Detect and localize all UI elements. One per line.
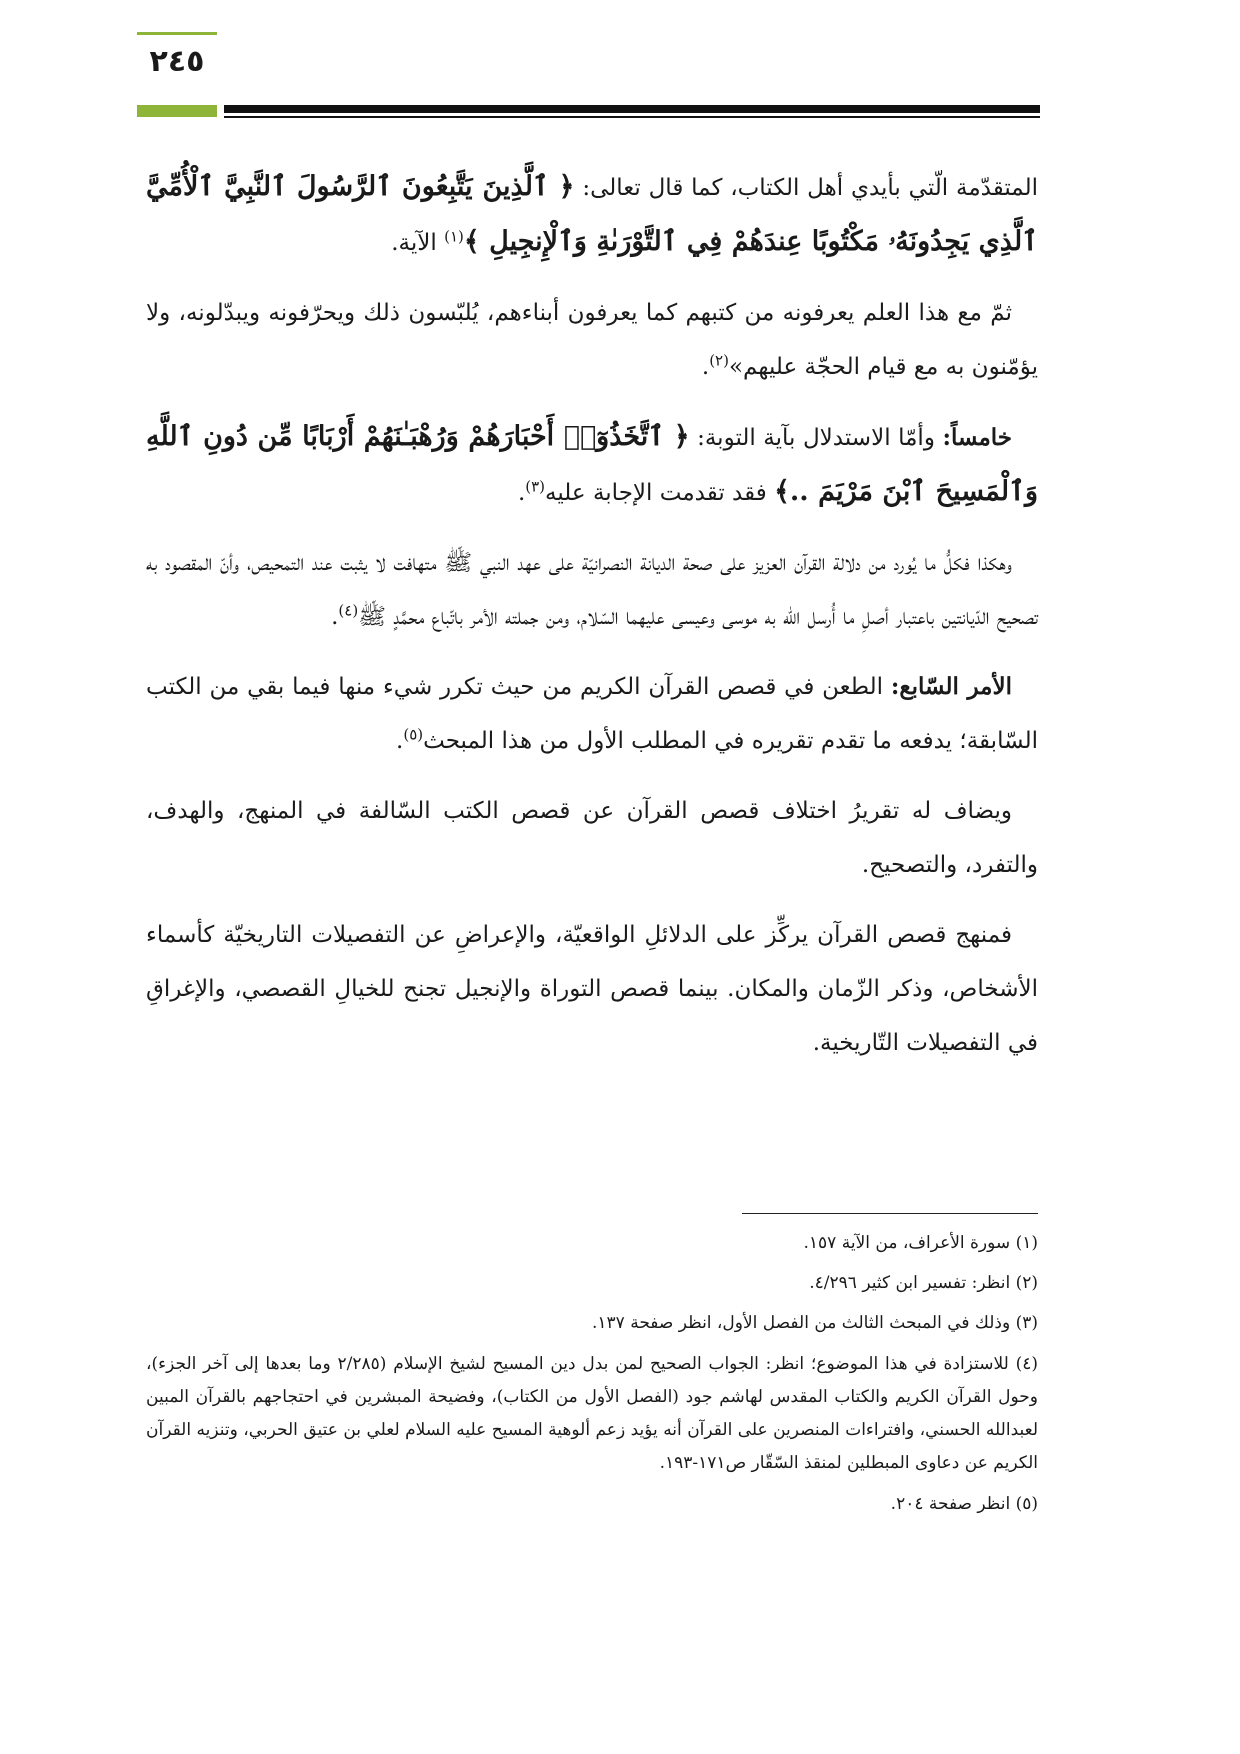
page-number: ٢٤٥: [149, 44, 205, 79]
paragraph-1-text: المتقدّمة الّتي بأيدي أهل الكتاب، كما قال تعالى:: [574, 175, 1039, 201]
paragraph-2-tail: .: [701, 354, 710, 380]
paragraph-4: [146, 536, 1038, 644]
header-rule-thin: [224, 116, 1040, 118]
paragraph-5-lead: الأمر السّابع:: [890, 673, 1012, 700]
paragraph-3-end: .: [517, 480, 526, 506]
paragraph-5: [146, 660, 1038, 768]
paragraph-5-tail: .: [396, 728, 404, 754]
paragraph-7-text: فمنهج قصص القرآن يركِّز على الدلائلِ الواقعيّة، والإعراضِ عن التفصيلات التاريخيّة كأسماء الأشخاص، وذكر الزّمان والمكان. بينما قصص التوراة والإنجيل تجنح للخيالِ القصصي، والإغراقِ في التفصيلات التّاريخية.: [146, 922, 1038, 1056]
paragraph-3-tail: فقد تقدمت الإجابة عليه: [545, 480, 775, 506]
footnote-ref-3[interactable]: (٣): [525, 477, 546, 496]
footnote-2: (٢) انظر: تفسير ابن كثير ٤/٢٩٦.: [809, 1273, 1038, 1293]
body-text: [146, 160, 1038, 1086]
paragraph-1: [146, 160, 1038, 270]
footnote-ref-5[interactable]: (٥): [403, 725, 424, 744]
paragraph-2: [146, 286, 1038, 394]
paragraph-5-text: الطعن في قصص القرآن الكريم من حيث تكرر شيء منها فيما بقي من الكتب السّابقة؛ يدفعه ما تقدم تقريره في المطلب الأول من هذا المبحث: [146, 674, 1038, 754]
footnote-5: (٥) انظر صفحة ٢٠٤.: [890, 1494, 1038, 1514]
paragraph-3-text: وأمّا الاستدلال بآية التوبة:: [689, 425, 943, 451]
footnote-ref-2[interactable]: (٢): [709, 351, 729, 370]
paragraph-1-tail: الآية.: [391, 230, 445, 256]
paragraph-4-tail: .: [331, 604, 339, 630]
footnote-ref-4[interactable]: (٤): [338, 601, 359, 620]
footnote-1: (١) سورة الأعراف، من الآية ١٥٧.: [803, 1233, 1038, 1253]
footnote-ref-1[interactable]: (١): [444, 227, 464, 246]
paragraph-3: [146, 410, 1038, 520]
paragraph-3-lead: خامساً:: [942, 424, 1013, 451]
paragraph-7: [146, 908, 1038, 1070]
footnote-4: (٤) للاستزادة في هذا الموضوع؛ انظر: الجواب الصحيح لمن بدل دين المسيح لشيخ الإسلام (٢/٢٨٥ وما بعدها إلى آخر الجزء)، وحول القرآن الكريم والكتاب المقدس لهاشم جود (الفصل الأول من الكتاب)، وفضيحة المبشرين في احتجاجهم بالقرآن المبين لعبدالله الحسني، وافتراءات المنصرين على القرآن أنه يؤيد زعم ألوهية المسيح عليه السلام لعلي بن عتيق الحربي، وتنزيه القرآن الكريم عن دعاوى المبطلين لمنقذ السّقّار ص١٧١-١٩٣.: [146, 1354, 1038, 1473]
quran-verse-araf: ﴿ ٱلَّذِينَ يَتَّبِعُونَ ٱلرَّسُولَ ٱلنَّبِيَّ ٱلْأُمِّيَّ ٱلَّذِي يَجِدُونَهُۥ مَكْتُوبًا عِندَهُمْ فِي ٱلتَّوْرَىٰةِ وَٱلْإِنجِيلِ ﴾: [146, 171, 1038, 257]
paragraph-2-text: ثمّ مع هذا العلم يعرفونه من كتبهم كما يعرفون أبناءهم، يُلبّسون ذلك ويحرّفونه ويبدّلونه، ولا يؤمّنون به مع قيام الحجّة عليهم»: [146, 300, 1038, 380]
paragraph-6: [146, 784, 1038, 892]
header-rule-thick: [224, 105, 1040, 113]
footnote-3: (٣) وذلك في المبحث الثالث من الفصل الأول، انظر صفحة ١٣٧.: [592, 1313, 1038, 1333]
footnotes: [146, 1228, 1038, 1529]
header-green-block: [137, 105, 217, 117]
paragraph-4-text: وهكذا فكلُّ ما يُورد من دلالة القرآن العزيز على صحة الديانة النصرانيّة على عهد النبي ﷺ متهافت لا يثبت عند التمحيص، وأنّ المقصود به تصحيح الدّيانتين باعتبار أصلِ ما أُرسل الله به موسى وعيسى عليهما السّلام، ومن جملته الأمر باتّباع محمَّدٍ ﷺ: [146, 550, 1038, 630]
footnote-separator: [742, 1213, 1038, 1214]
paragraph-6-text: ويضاف له تقريرُ اختلاف قصص القرآن عن قصص الكتب السّالفة في المنهج، والهدف، والتفرد، والتصحيح.: [146, 798, 1038, 878]
quran-verse-tawbah: ﴿ ٱتَّخَذُوٓا۟ أَحْبَارَهُمْ وَرُهْبَـٰنَهُمْ أَرْبَابًا مِّن دُونِ ٱللَّهِ وَٱلْمَسِيحَ ٱبْنَ مَرْيَمَ ..﴾: [146, 421, 1038, 507]
header-green-line: [137, 32, 217, 35]
